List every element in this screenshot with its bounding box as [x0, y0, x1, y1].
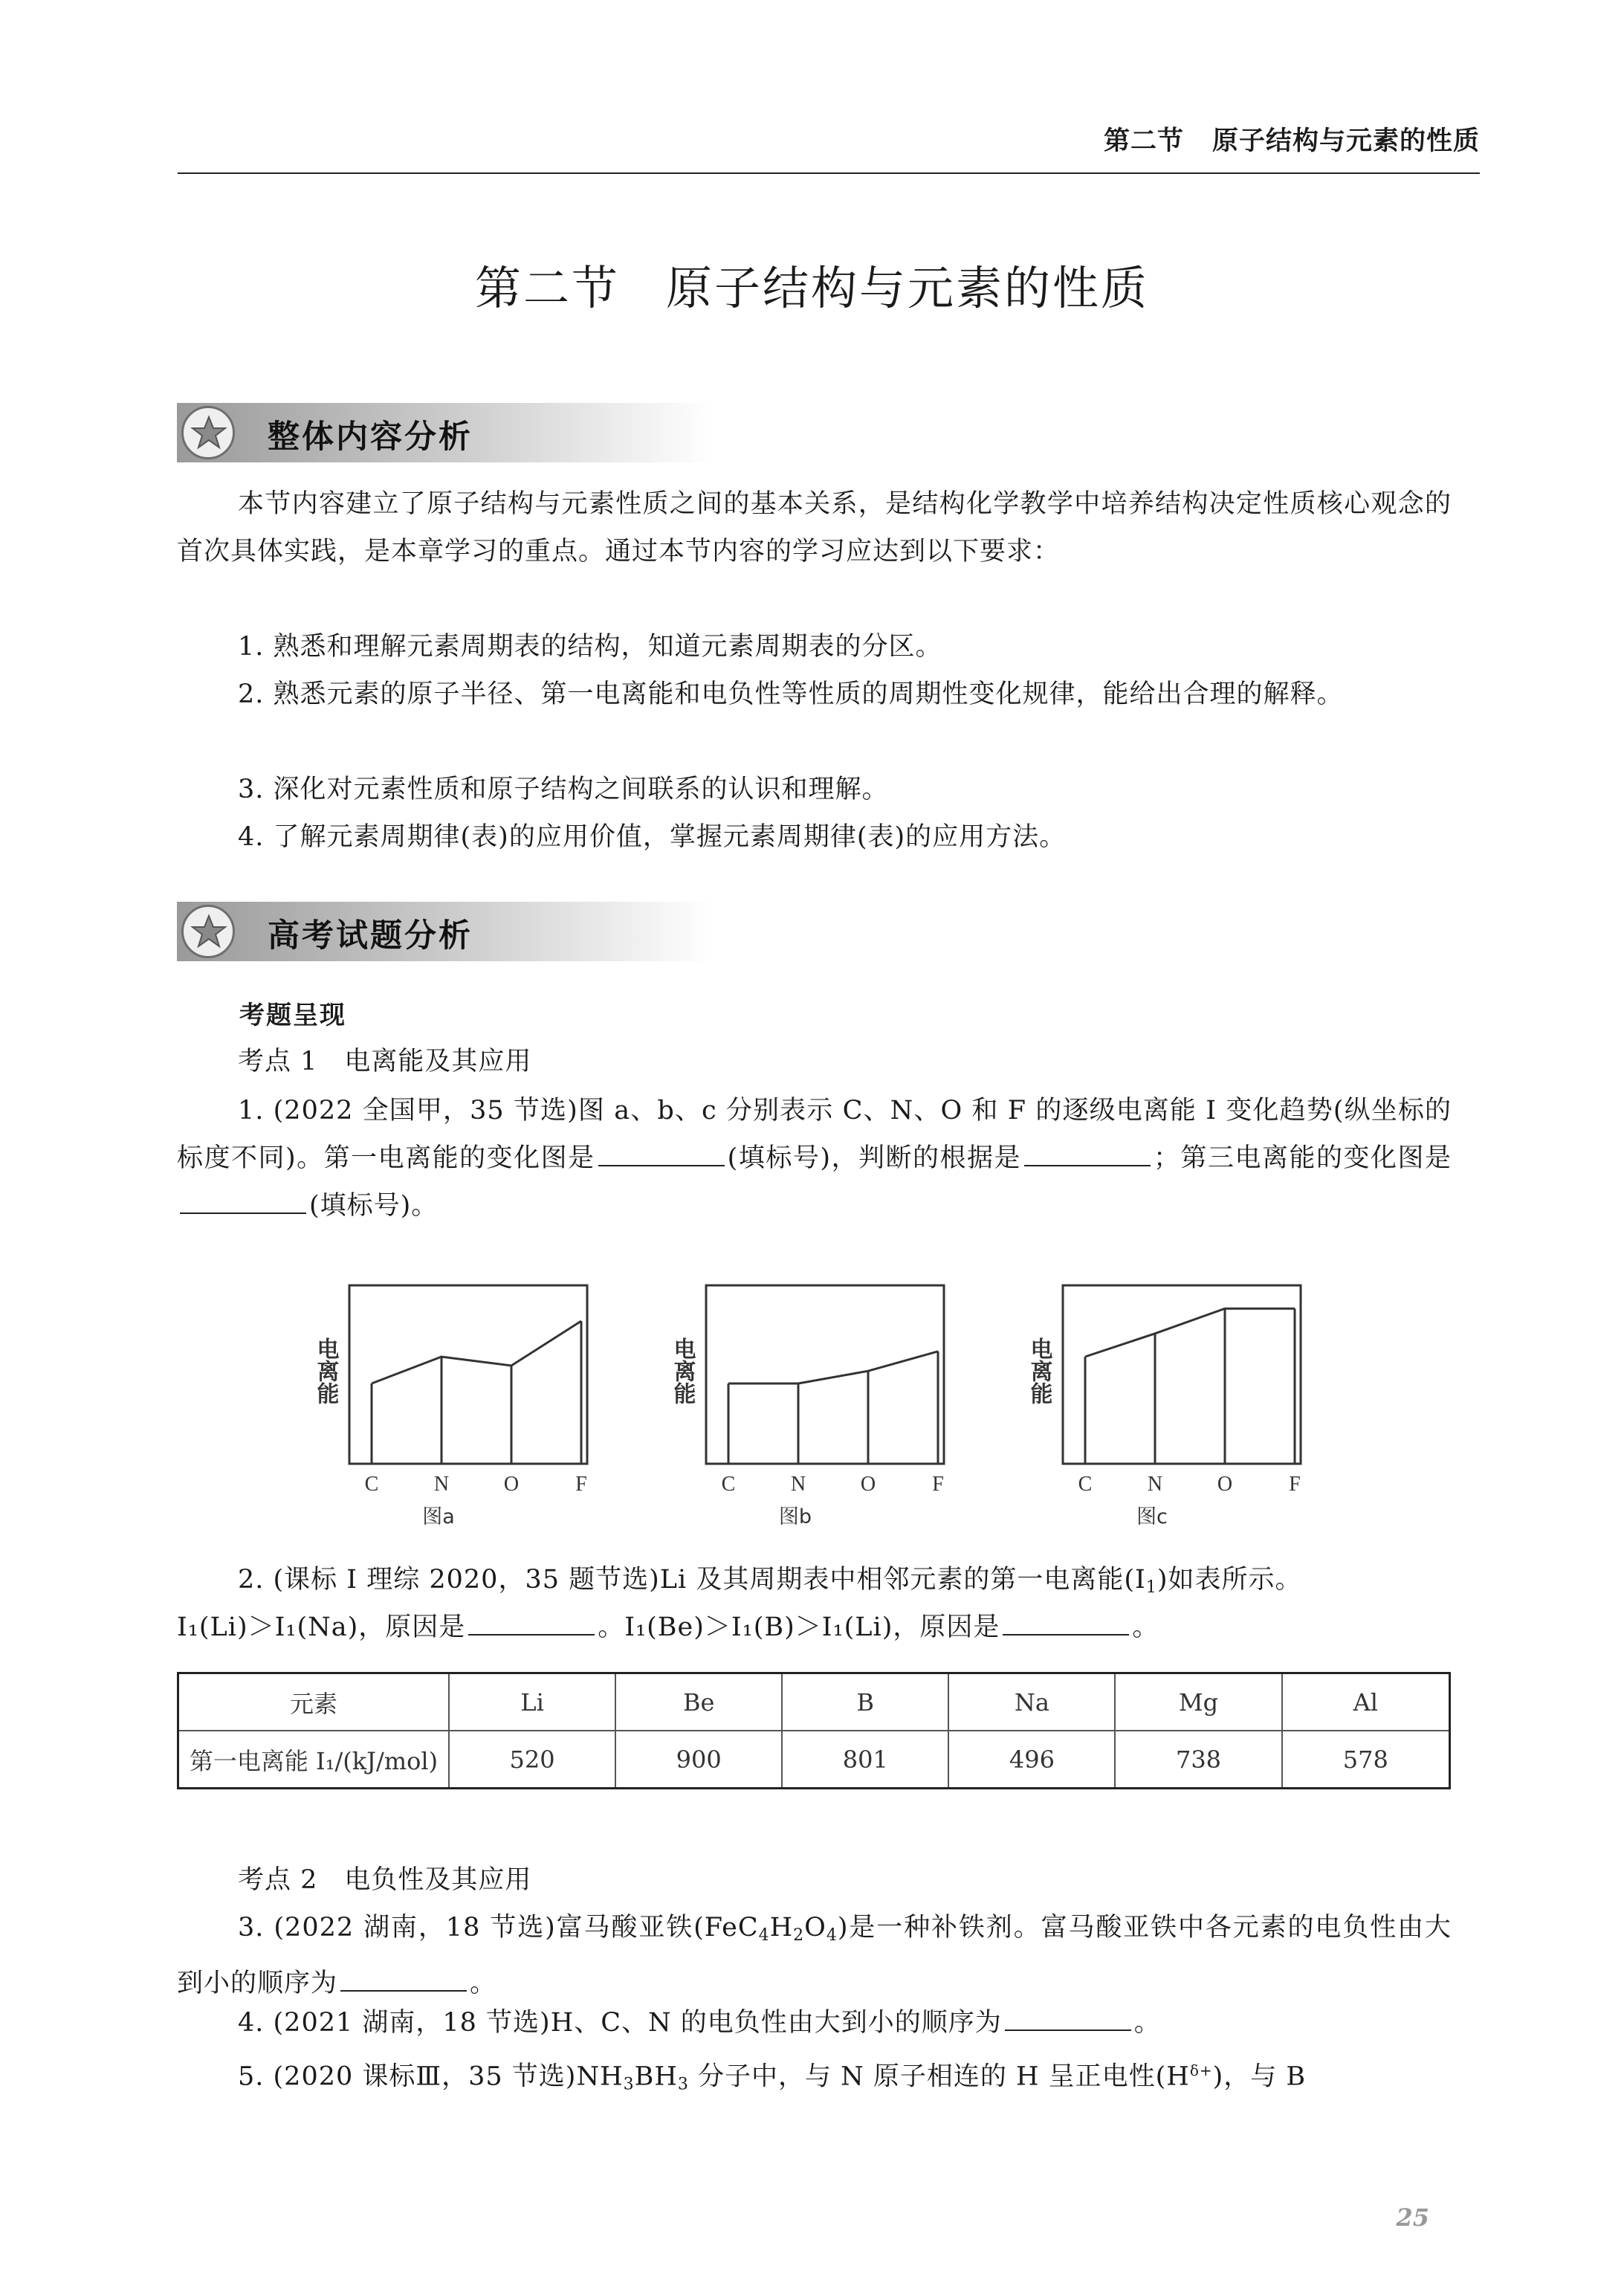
chart-y-label: 电离能 [669, 1337, 696, 1404]
q5-sup: δ+ [1189, 2061, 1213, 2079]
q3-sub: 2 [793, 1926, 805, 1945]
star-badge-icon [181, 905, 235, 958]
q1-text-1: 1. (2022 全国甲，35 节选)图 a、b、c 分别表示 C、N、O 和 F 的逐级电离能 I 变化趋势(纵坐标的标度不同)。第一电离能的变化图是 [177, 1096, 1452, 1173]
ionization-chart-a [297, 1253, 609, 1528]
table-header-cell: Al [1282, 1673, 1450, 1731]
chart-x-tick-label: C [364, 1473, 379, 1496]
requirement-item-3: 3. 深化对元素性质和原子结构之间联系的认识和理解。 [238, 775, 889, 804]
q5-sub: 3 [677, 2075, 689, 2094]
chart-x-tick-label: F [1289, 1473, 1301, 1496]
chart-y-label: 电离能 [1026, 1337, 1052, 1404]
chart-x-tick-label: F [932, 1473, 944, 1496]
requirement-item-1: 1. 熟悉和理解元素周期表的结构，知道元素周期表的分区。 [238, 632, 942, 662]
q4-text: 4. (2021 湖南，18 节选)H、C、N 的电负性由大到小的顺序为 [238, 2008, 1002, 2038]
table-header-cell: 元素 [178, 1673, 450, 1731]
section-heading-label: 整体内容分析 [268, 419, 473, 456]
chart-caption: 图b [778, 1505, 812, 1528]
question-2-line-2 [177, 1604, 1452, 1651]
chart-x-tick-label: N [433, 1473, 450, 1496]
chart-frame [1063, 1285, 1301, 1464]
requirement-item-2: 2. 熟悉元素的原子半径、第一电离能和电负性等性质的周期性变化规律，能给出合理的解释。 [238, 679, 1344, 709]
answer-blank [1005, 2007, 1131, 2031]
chart-series-line [728, 1352, 938, 1383]
ionization-chart-c [1011, 1253, 1323, 1528]
chart-x-tick-label: F [575, 1473, 587, 1496]
chart-caption: 图c [1136, 1505, 1168, 1528]
q3-text-h: H [769, 1913, 794, 1943]
q3-text-2: )是一种补铁剂。富马酸亚铁中各元素的电负性由大到小的顺序为 [177, 1913, 1452, 1998]
running-header-section: 第二节 [1103, 126, 1184, 156]
ionization-chart-b [654, 1253, 966, 1528]
question-1 [177, 1087, 1452, 1230]
table-header-cell: B [782, 1673, 948, 1731]
q3-sub: 4 [826, 1926, 838, 1945]
page-title-number: 第二节 [474, 261, 620, 315]
q2-ineq-2: 。I₁(Be)＞I₁(B)＞I₁(Li)，原因是 [598, 1612, 1000, 1642]
page-title [0, 251, 1624, 317]
running-header-title: 原子结构与元素的性质 [1211, 126, 1480, 156]
q5-text-3: )，与 B [1212, 2061, 1307, 2092]
question-5 [177, 2047, 1452, 2109]
table-row [178, 1731, 1450, 1789]
page-title-text: 原子结构与元素的性质 [666, 261, 1150, 315]
q5-text-2: 分子中，与 N 原子相连的 H 呈正电性(H [688, 2061, 1190, 2092]
table-row-label: 第一电离能 I₁/(kJ/mol) [178, 1731, 450, 1789]
point-1-heading: 考点 1 电离能及其应用 [238, 1047, 532, 1076]
exam-subheading: 考题呈现 [239, 1001, 346, 1030]
chart-x-tick-label: O [503, 1473, 520, 1496]
chart-caption: 图a [422, 1505, 455, 1528]
q2-text-1-end: )如表所示。 [1156, 1565, 1302, 1595]
running-header [1104, 120, 1480, 158]
table-header-cell: Mg [1115, 1673, 1281, 1731]
table-cell: 496 [948, 1731, 1115, 1789]
table-cell: 900 [615, 1731, 782, 1789]
table-cell: 801 [782, 1731, 948, 1789]
q5-sub: 3 [623, 2075, 635, 2094]
chart-series-line [1085, 1308, 1295, 1357]
answer-blank [468, 1612, 595, 1635]
point-2-heading: 考点 2 电负性及其应用 [238, 1865, 532, 1895]
q5-text-1: 5. (2020 课标Ⅲ，35 节选)NH [238, 2061, 624, 2092]
table-cell: 520 [449, 1731, 615, 1789]
table-cell: 738 [1115, 1731, 1281, 1789]
chart-frame [706, 1285, 944, 1464]
q5-text-bh: BH [634, 2061, 678, 2092]
chart-x-tick-label: N [1147, 1473, 1163, 1496]
chart-x-tick-label: C [721, 1473, 736, 1496]
table-header-row [178, 1673, 1450, 1731]
q1-text-4: (填标号)。 [309, 1191, 439, 1221]
q3-text-1: 3. (2022 湖南，18 节选)富马酸亚铁(FeC [238, 1913, 759, 1943]
section-heading-exam [177, 902, 712, 961]
question-4 [177, 1999, 1452, 2047]
table-header-cell: Li [449, 1673, 615, 1731]
q3-end: 。 [470, 1969, 497, 1998]
q3-text-o: O [804, 1913, 826, 1943]
answer-blank [1003, 1612, 1129, 1635]
question-3 [177, 1904, 1452, 2007]
chart-frame [349, 1285, 587, 1464]
q1-text-3: ；第三电离能的变化图是 [1154, 1143, 1452, 1173]
q2-sub: 1 [1145, 1578, 1157, 1597]
chart-series-line [372, 1321, 581, 1383]
q2-ineq-1: I₁(Li)＞I₁(Na)，原因是 [177, 1612, 466, 1642]
answer-blank [1024, 1143, 1151, 1166]
answer-blank [598, 1143, 725, 1166]
chart-x-tick-label: O [860, 1473, 876, 1496]
star-badge-icon [181, 406, 235, 459]
answer-blank [180, 1190, 306, 1214]
q3-sub: 4 [758, 1926, 770, 1945]
chart-x-tick-label: O [1217, 1473, 1233, 1496]
header-rule [178, 172, 1480, 174]
page-number: 25 [1396, 2203, 1429, 2232]
table-header-cell: Be [615, 1673, 782, 1731]
answer-blank [340, 1968, 467, 1992]
section-heading-overview [177, 403, 712, 462]
overview-paragraph: 本节内容建立了原子结构与元素性质之间的基本关系，是结构化学教学中培养结构决定性质核心观念的首次具体实践，是本章学习的重点。通过本节内容的学习应达到以下要求： [177, 489, 1452, 566]
table-header-cell: Na [948, 1673, 1115, 1731]
table-cell: 578 [1282, 1731, 1450, 1789]
q2-end: 。 [1132, 1612, 1159, 1642]
q4-end: 。 [1133, 2008, 1161, 2038]
q2-text-1: 2. (课标 I 理综 2020，35 题节选)Li 及其周期表中相邻元素的第一电离能(I [238, 1565, 1146, 1595]
q1-text-2: (填标号)，判断的根据是 [727, 1143, 1021, 1173]
chart-y-label: 电离能 [312, 1337, 339, 1404]
chart-x-tick-label: N [790, 1473, 806, 1496]
section-heading-label: 高考试题分析 [268, 917, 473, 955]
requirement-item-4: 4. 了解元素周期律(表)的应用价值，掌握元素周期律(表)的应用方法。 [238, 822, 1067, 852]
ionization-energy-table [177, 1672, 1451, 1789]
chart-x-tick-label: C [1078, 1473, 1093, 1496]
